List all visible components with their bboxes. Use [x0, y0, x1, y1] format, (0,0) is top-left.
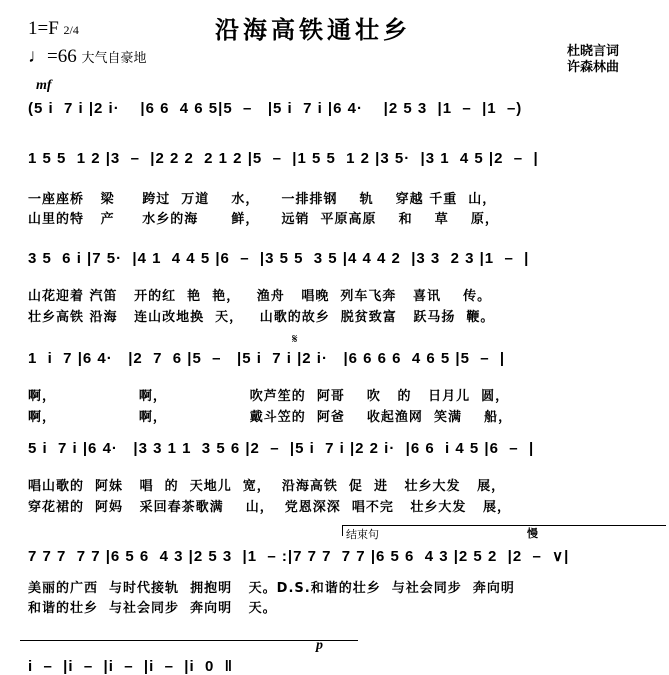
segno-sign: 𝄋 — [292, 332, 298, 347]
dynamic-mf: mf — [36, 78, 52, 93]
lyricist: 杜晓言词 — [567, 44, 620, 59]
notes-line: 1 i 7 |6 4· |2 7 6 |5 – |5 i 7 i |2 i· |6 6 6 6 4 6 5 |5 – | — [28, 350, 506, 367]
notes-line: 5 i 7 i |6 4· |3 3 1 1 3 5 6 |2 – |5 i 7 i |2 2 i· |6 6 i 4 5 |6 – | — [28, 440, 535, 457]
composer: 许森林曲 — [567, 60, 620, 75]
time-signature: 2/4 — [63, 23, 79, 37]
dynamic-p: p — [316, 638, 323, 653]
tempo-mark-slow: 慢 — [527, 527, 538, 540]
ending-bracket — [342, 525, 666, 541]
key-label: 1=F — [28, 18, 59, 39]
song-title: 沿海高铁通壮乡 — [215, 16, 411, 44]
notes-line: i – |i – |i – |i – |i 0 ‖ — [28, 658, 234, 675]
lyric-verse-1: 山花迎着 汽笛 开的红 艳 艳， 渔舟 唱晚 列车飞奔 喜讯 传。 — [28, 289, 492, 304]
lyric-verse-1: 美丽的广西 与时代接轨 拥抱明 天。D.S.和谐的壮乡 与社会同步 奔向明 — [28, 581, 515, 596]
notes-line: 7 7 7 7 7 |6 5 6 4 3 |2 5 3 |1 – :|7 7 7 7 7 |6 5 6 4 3 |2 5 2 |2 – ∨| — [28, 548, 570, 565]
lyric-verse-2: 壮乡高铁 沿海 连山改地换 天， 山歌的故乡 脱贫致富 跃马扬 鞭。 — [28, 310, 495, 325]
lyric-verse-2: 和谐的壮乡 与社会同步 奔向明 天。 — [28, 601, 277, 616]
lyric-verse-2: 穿花裙的 阿妈 采回春茶歌满 山， 党恩深深 唱不完 壮乡大发 展， — [28, 500, 511, 515]
notes-line: 3 5 6 i |7 5· |4 1 4 4 5 |6 – |3 5 5 3 5 |4 4 4 2 |3 3 2 3 |1 – | — [28, 250, 530, 267]
lyric-verse-2: 山里的特 产 水乡的海 鲜， 远销 平原高原 和 草 原， — [28, 212, 499, 227]
lyric-verse-1: 一座座桥 梁 跨过 万道 水， 一排排钢 轨 穿越 千重 山， — [28, 192, 497, 207]
ending-label: 结束句 — [346, 528, 379, 541]
lyric-verse-1: 唱山歌的 阿妹 唱 的 天地儿 宽， 沿海高铁 促 进 壮乡大发 展， — [28, 479, 506, 494]
notes-line: 1 5 5 1 2 |3 – |2 2 2 2 1 2 |5 – |1 5 5 1 2 |3 5· |3 1 4 5 |2 – | — [28, 150, 539, 167]
lyric-verse-1: 啊， 啊， 吹芦笙的 阿哥 吹 的 日月儿 圆， — [28, 389, 510, 404]
key-signature — [28, 18, 79, 40]
lyric-verse-2: 啊， 啊， 戴斗笠的 阿爸 收起渔网 笑满 船， — [28, 410, 513, 425]
tempo-marking — [28, 46, 146, 68]
notes-line: (5 i 7 i |2 i· |6 6 4 6 5|5 – |5 i 7 i |6 4· |2 5 3 |1 – |1 –) — [28, 100, 523, 117]
tempo-description: 大气自豪地 — [81, 51, 147, 66]
tempo-value: ♩=66 — [28, 46, 77, 67]
hairpin-line — [20, 640, 358, 641]
